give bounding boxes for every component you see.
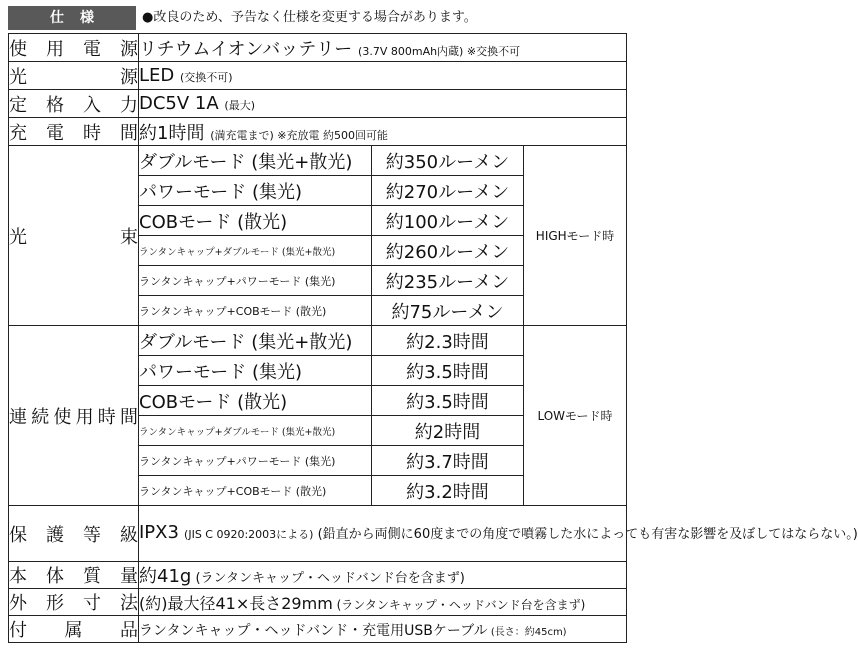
value-accessories: ランタンキャップ・ヘッドバンド・充電用USBケーブル (長さ：約45cm) — [139, 616, 627, 643]
value-charge: 約1時間 (満充電まで) ※充放電 約500回可能 — [139, 118, 627, 146]
label-weight — [9, 562, 139, 589]
label-char: 質 — [83, 566, 101, 587]
flux-mode-name: COBモード (散光) — [139, 206, 372, 236]
runtime-mode-value: 約2.3時間 — [372, 326, 524, 356]
label-char: 光 — [9, 226, 27, 248]
flux-mode-value: 約260ルーメン — [372, 236, 524, 266]
flux-mode-value: 約350ルーメン — [372, 146, 524, 176]
label-char: 時 — [97, 406, 116, 428]
runtime-mode-name: ランタンキャップ+COBモード (散光) — [139, 476, 372, 506]
label-input — [9, 90, 139, 118]
label-char: 入 — [83, 94, 101, 116]
label-char: 用 — [75, 406, 94, 428]
label-char: 源 — [120, 38, 138, 60]
label-char: 使 — [53, 406, 72, 428]
label-flux-text — [9, 223, 138, 249]
runtime-row — [9, 326, 627, 356]
row-power — [9, 34, 627, 62]
label-char: 本 — [9, 566, 27, 587]
label-char: 間 — [119, 406, 138, 428]
value-input: DC5V 1A (最大) — [139, 90, 627, 118]
label-runtime-text — [9, 403, 138, 429]
label-char: 使 — [9, 38, 27, 60]
value-power: リチウムイオンバッテリー (3.7V 800mAh内蔵) ※交換不可 — [139, 34, 627, 62]
label-light — [9, 62, 139, 90]
runtime-mode-name: ランタンキャップ+ダブルモード (集光+散光) — [139, 416, 372, 446]
spec-table — [8, 33, 858, 643]
flux-mode-name: ダブルモード (集光+散光) — [139, 146, 372, 176]
runtime-mode-name: ダブルモード (集光+散光) — [139, 326, 372, 356]
runtime-mode-value: 約3.7時間 — [372, 446, 524, 476]
label-char: 外 — [9, 593, 27, 614]
row-charge — [9, 118, 627, 146]
label-char: 電 — [46, 122, 64, 144]
value-light: LED (交換不可) — [139, 62, 627, 90]
label-char: 品 — [120, 620, 138, 641]
label-char: 力 — [120, 94, 138, 116]
label-size — [9, 589, 139, 616]
label-char: 充 — [9, 122, 27, 144]
flux-mode-value: 約235ルーメン — [372, 266, 524, 296]
label-charge — [9, 118, 139, 146]
row-accessories — [9, 616, 627, 643]
flux-mode-value: 約100ルーメン — [372, 206, 524, 236]
label-char: 等 — [83, 524, 101, 546]
label-char: 電 — [83, 38, 101, 60]
label-char: 源 — [120, 66, 138, 88]
label-char: 属 — [64, 620, 83, 641]
label-light-text — [9, 63, 138, 89]
label-char: 光 — [9, 66, 27, 88]
label-weight-text — [9, 562, 138, 588]
row-protection — [9, 506, 627, 562]
runtime-mode-value: 約3.5時間 — [372, 386, 524, 416]
flux-mode-name: ランタンキャップ+COBモード (散光) — [139, 296, 372, 326]
row-input — [9, 90, 627, 118]
runtime-mode-value: 約3.2時間 — [372, 476, 524, 506]
label-char: 法 — [120, 593, 138, 614]
value-size: (約)最大径41×長さ29mm (ランタンキャップ・ヘッドバンド台を含まず) — [139, 589, 627, 616]
runtime-mode-value: 約3.5時間 — [372, 356, 524, 386]
label-char: 束 — [120, 226, 138, 248]
label-power — [9, 34, 139, 62]
flux-mode-value: 約270ルーメン — [372, 176, 524, 206]
row-weight — [9, 562, 627, 589]
label-protection — [9, 506, 139, 562]
label-runtime — [9, 326, 139, 506]
flux-mode-value: 約75ルーメン — [372, 296, 524, 326]
label-char: 時 — [83, 122, 101, 144]
value-weight: 約41g (ランタンキャップ・ヘッドバンド台を含まず) — [139, 562, 627, 589]
flux-row — [9, 146, 627, 176]
spec-note: ●改良のため、予告なく仕様を変更する場合があります。 — [142, 10, 477, 25]
flux-mode-name: ランタンキャップ+ダブルモード (集光+散光) — [139, 236, 372, 266]
flux-mode-name: パワーモード (集光) — [139, 176, 372, 206]
row-light — [9, 62, 627, 90]
label-char: 級 — [120, 524, 138, 546]
label-char: 護 — [46, 524, 64, 546]
label-char: 間 — [120, 122, 138, 144]
label-char: 寸 — [83, 593, 101, 614]
runtime-side-label: LOWモード時 — [524, 326, 627, 506]
label-char: 連 — [9, 406, 27, 428]
label-char: 体 — [46, 566, 64, 587]
spec-badge: 仕様 — [8, 6, 136, 30]
label-char: 続 — [31, 406, 50, 428]
label-power-text — [9, 35, 138, 61]
label-char: 量 — [120, 566, 138, 587]
runtime-mode-name: COBモード (散光) — [139, 386, 372, 416]
label-charge-text — [9, 119, 138, 145]
label-input-text — [9, 91, 138, 117]
label-char: 格 — [46, 94, 64, 116]
label-size-text — [9, 589, 138, 615]
flux-mode-name: ランタンキャップ+パワーモード (集光) — [139, 266, 372, 296]
spec-header — [0, 0, 630, 32]
row-size — [9, 589, 627, 616]
runtime-mode-value: 約2時間 — [372, 416, 524, 446]
label-char: 用 — [46, 38, 64, 60]
label-accessories — [9, 616, 139, 643]
label-accessories-text — [9, 616, 138, 642]
runtime-mode-name: ランタンキャップ+パワーモード (集光) — [139, 446, 372, 476]
value-protection: IPX3 (JIS C 0920:2003による) (鉛直から両側に60度までの角度で噴霧した水によっても有害な影響を及ぼしてはならない。) — [139, 506, 627, 562]
label-char: 付 — [9, 620, 27, 641]
runtime-mode-name: パワーモード (集光) — [139, 356, 372, 386]
label-char: 形 — [46, 593, 64, 614]
label-char: 定 — [9, 94, 27, 116]
flux-side-label: HIGHモード時 — [524, 146, 627, 326]
label-flux — [9, 146, 139, 326]
label-char: 保 — [9, 524, 27, 546]
label-protection-text — [9, 521, 138, 547]
